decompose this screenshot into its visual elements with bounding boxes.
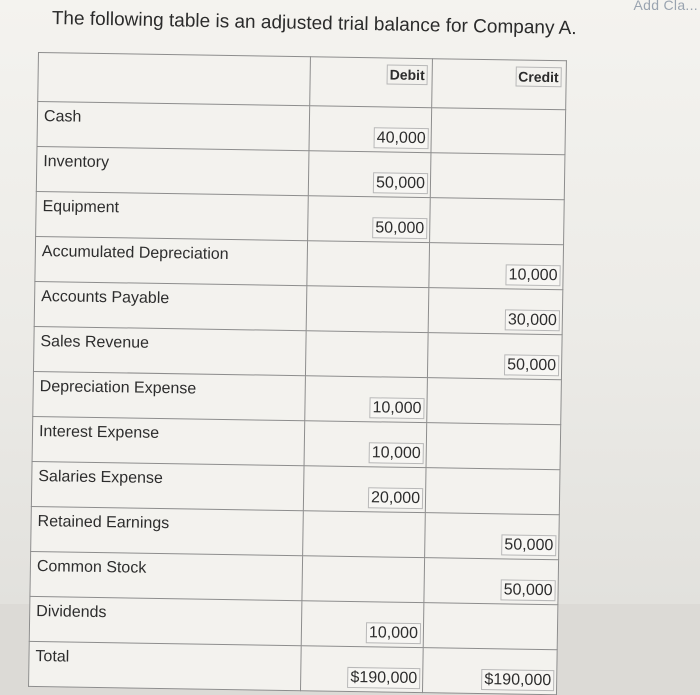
credit-cell <box>423 603 558 650</box>
account-name-cell: Salaries Expense <box>31 461 304 510</box>
table-row <box>29 641 558 694</box>
debit-amount: 20,000 <box>368 487 423 509</box>
debit-amount: 40,000 <box>374 127 429 149</box>
trial-balance-table <box>28 52 567 695</box>
credit-cell <box>430 153 565 200</box>
account-name-cell: Dividends <box>29 596 302 645</box>
credit-cell <box>426 423 561 470</box>
credit-cell <box>427 333 562 380</box>
debit-cell <box>305 376 428 423</box>
credit-cell <box>430 198 565 245</box>
credit-cell <box>431 108 566 155</box>
debit-amount: 10,000 <box>369 442 424 464</box>
account-name-cell: Equipment <box>36 191 309 240</box>
trial-balance-table-wrapper <box>30 52 566 690</box>
debit-amount: 50,000 <box>373 172 428 194</box>
header-debit-cell <box>310 57 433 108</box>
account-name-cell: Depreciation Expense <box>33 371 306 420</box>
debit-cell <box>303 511 426 558</box>
account-name-cell: Retained Earnings <box>31 506 304 555</box>
debit-amount: $190,000 <box>347 667 420 689</box>
account-name-cell: Cash <box>37 102 310 151</box>
debit-cell <box>303 466 426 513</box>
account-name-cell: Interest Expense <box>32 416 305 465</box>
credit-amount: 50,000 <box>501 579 556 601</box>
debit-cell <box>308 196 431 243</box>
header-account-cell <box>38 53 311 106</box>
credit-cell <box>429 243 564 290</box>
credit-cell <box>425 513 560 560</box>
debit-cell <box>301 646 424 693</box>
account-name-cell: Common Stock <box>30 551 303 600</box>
debit-cell <box>307 241 430 288</box>
account-name-cell: Sales Revenue <box>33 326 306 375</box>
debit-cell <box>302 556 425 603</box>
header-credit-label: Credit <box>515 67 562 88</box>
question-title: The following table is an adjusted trial balance for Company A. <box>51 8 577 40</box>
credit-cell <box>425 468 560 515</box>
credit-cell <box>428 288 563 335</box>
credit-amount: 50,000 <box>504 354 559 376</box>
credit-cell <box>422 648 557 695</box>
debit-cell <box>305 331 428 378</box>
debit-cell <box>306 286 429 333</box>
credit-amount: $190,000 <box>481 669 554 691</box>
cut-off-button-text[interactable]: Add Cla... <box>633 0 698 13</box>
account-name-cell: Inventory <box>36 146 309 195</box>
credit-amount: 30,000 <box>505 309 560 331</box>
header-row <box>38 53 567 110</box>
debit-amount: 10,000 <box>366 622 421 644</box>
credit-amount: 10,000 <box>505 264 560 286</box>
debit-amount: 10,000 <box>369 397 424 419</box>
debit-cell <box>301 601 424 648</box>
header-debit-label: Debit <box>387 64 428 85</box>
debit-amount: 50,000 <box>372 217 427 239</box>
credit-amount: 50,000 <box>501 534 556 556</box>
account-name-cell: Accumulated Depreciation <box>35 236 308 285</box>
debit-cell <box>308 151 431 198</box>
credit-cell <box>427 378 562 425</box>
debit-cell <box>304 421 427 468</box>
debit-cell <box>309 106 432 153</box>
header-credit-cell <box>432 59 567 110</box>
credit-cell <box>424 558 559 605</box>
account-name-cell: Accounts Payable <box>34 281 307 330</box>
account-name-cell: Total <box>29 641 302 690</box>
